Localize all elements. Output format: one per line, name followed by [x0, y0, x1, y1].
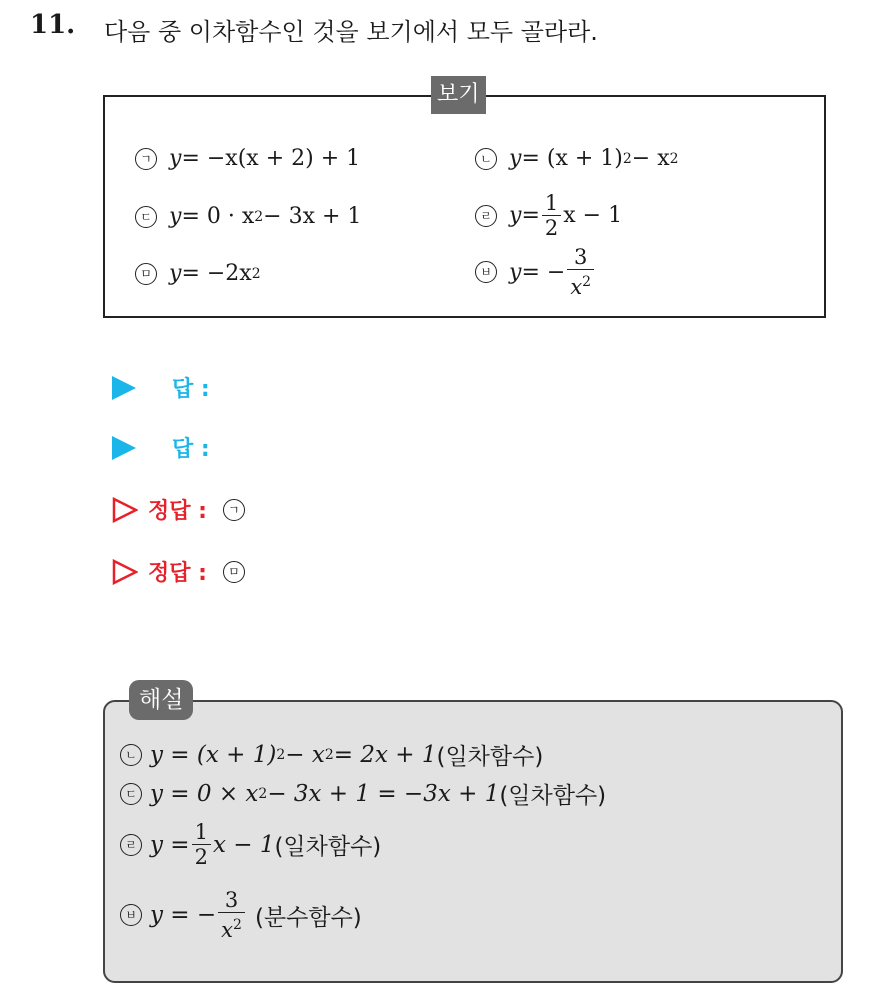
exponent: 2 [582, 274, 592, 290]
answer-label: 답 : [172, 437, 210, 462]
var-y: y [169, 261, 182, 286]
haeseol-title: 해설 [129, 680, 193, 720]
circle-mark: ㄴ [475, 148, 497, 170]
expression: y = (x + 1) [150, 741, 277, 768]
exponent: 2 [324, 746, 334, 763]
bogi-item-3 [135, 204, 361, 229]
exponent: 2 [258, 785, 268, 802]
haeseol-line-4 [120, 888, 362, 942]
answer-row-1 [112, 372, 210, 403]
numerator: 3 [574, 245, 588, 269]
bogi-item-2 [475, 146, 679, 171]
numerator: 3 [224, 888, 239, 912]
exponent: 2 [276, 746, 286, 763]
circle-mark: ㄹ [475, 205, 497, 227]
expression-tail: = 2x + 1 [333, 741, 437, 768]
expression-tail: − 3x + 1 = −3x + 1 [267, 780, 500, 807]
circle-mark: ㅂ [120, 904, 142, 926]
var-y: y [169, 146, 182, 171]
denominator-var: x [221, 918, 234, 942]
exponent: 2 [254, 208, 264, 225]
correct-answer-label: 정답 : [148, 499, 207, 524]
correct-answer-label: 정답 : [148, 561, 207, 586]
exponent: 2 [251, 265, 261, 282]
correct-answer-mark: ㄱ [223, 499, 245, 521]
bogi-item-5 [135, 261, 261, 286]
var-y: y [509, 146, 522, 171]
expression-tail: x − 1 [212, 831, 275, 858]
expression: y = [150, 831, 190, 858]
equals: = − [521, 259, 566, 285]
expression-mid: − x [285, 741, 325, 768]
var-y: y [509, 259, 522, 285]
denominator: 2 [192, 844, 211, 869]
circle-mark: ㄹ [120, 834, 142, 856]
circle-mark: ㄴ [120, 744, 142, 766]
exponent: 2 [669, 150, 679, 167]
denominator [567, 269, 594, 299]
circle-mark: ㅁ [135, 263, 157, 285]
bogi-item-4 [475, 191, 622, 240]
bogi-item-6 [475, 245, 596, 299]
function-type-note: (분수함수) [254, 904, 362, 931]
bogi-item-1 [135, 146, 360, 171]
expression: y = 0 × x [150, 780, 259, 807]
correct-answer-mark: ㅁ [223, 561, 245, 583]
play-triangle-icon [112, 376, 136, 400]
function-type-note: (일차함수) [436, 744, 544, 770]
expression: = 0 · x [181, 204, 255, 229]
outline-triangle-icon [112, 497, 138, 523]
question-text: 다음 중 이차함수인 것을 보기에서 모두 골라라. [104, 18, 598, 46]
play-triangle-icon [112, 436, 136, 460]
equals: = [521, 203, 540, 228]
function-type-note: (일차함수) [274, 834, 382, 860]
bogi-title: 보기 [431, 76, 486, 114]
var-y: y [509, 203, 522, 228]
expression: = −x(x + 2) + 1 [181, 146, 361, 171]
expression-tail: − 3x + 1 [263, 204, 362, 229]
haeseol-line-3 [120, 820, 381, 869]
expression: = (x + 1) [521, 146, 623, 171]
answer-row-2 [112, 432, 210, 463]
fraction [542, 191, 561, 240]
fraction [567, 245, 594, 299]
exponent: 2 [233, 917, 242, 933]
numerator: 1 [194, 820, 208, 844]
fraction [192, 820, 211, 869]
expression: y = − [150, 902, 217, 928]
function-type-note: (일차함수) [499, 783, 607, 809]
correct-answer-row-2 [112, 556, 257, 587]
fraction [218, 888, 245, 942]
circle-mark: ㄷ [120, 783, 142, 805]
expression: = −2x [181, 261, 252, 286]
outline-triangle-icon [112, 559, 138, 585]
denominator: 2 [542, 215, 561, 240]
circle-mark: ㅂ [475, 261, 497, 283]
circle-mark: ㄱ [135, 148, 157, 170]
denominator [218, 912, 245, 942]
haeseol-line-2 [120, 777, 606, 810]
expression-tail: x − 1 [563, 203, 623, 228]
numerator: 1 [544, 191, 559, 215]
haeseol-line-1 [120, 738, 543, 771]
exponent: 2 [622, 150, 632, 167]
correct-answer-row-1 [112, 494, 257, 525]
question-number: 11. [30, 10, 76, 40]
answer-label: 답 : [172, 377, 210, 402]
var-y: y [169, 204, 182, 229]
circle-mark: ㄷ [135, 206, 157, 228]
expression-tail: − x [631, 146, 670, 171]
denominator-var: x [570, 275, 583, 299]
